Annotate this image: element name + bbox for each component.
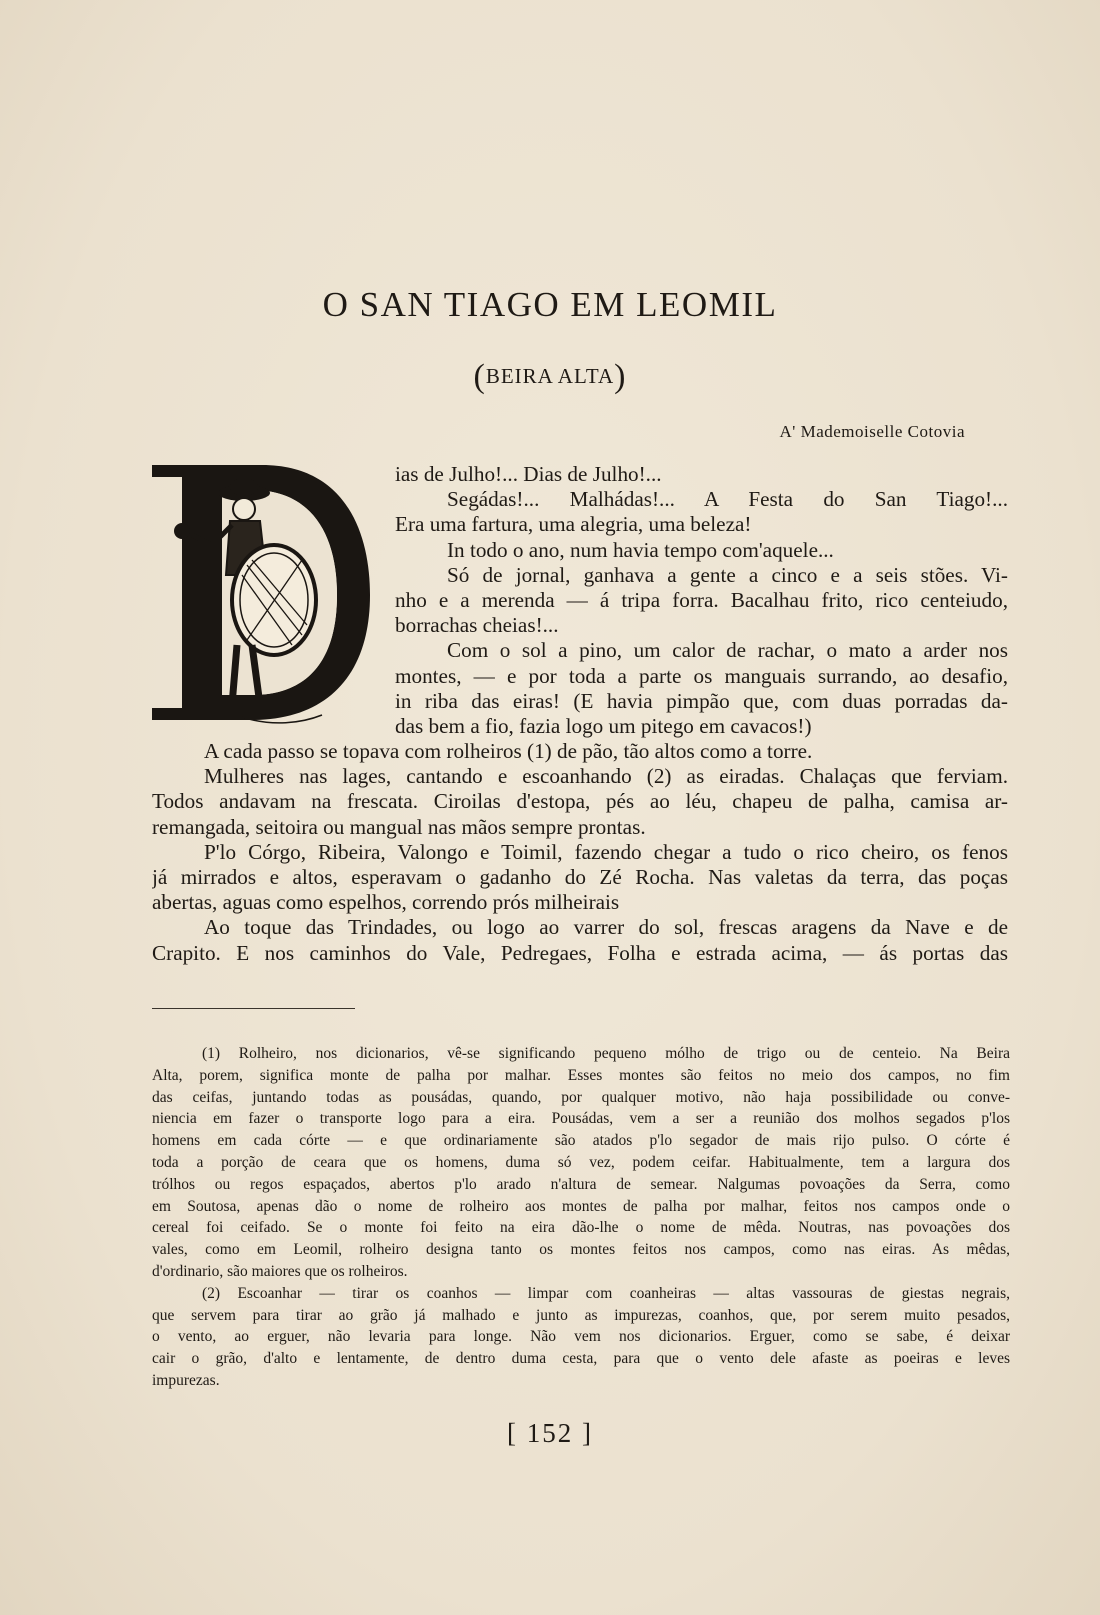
footnote-line-text: cereal foi ceifado. Se o monte foi feito na eira dão-lhe o nome de mêda. Noutras, nas povoações dos: [152, 1219, 1010, 1237]
body-line-text: ias de Julho!... Dias de Julho!...: [395, 462, 662, 486]
footnote-line: [152, 1152, 1010, 1174]
footnote-line-text: (1) Rolheiro, nos dicionarios, vê-se significando pequeno mólho de trigo ou de centeio. Na Beira: [202, 1045, 1010, 1062]
footnote-line: [152, 1239, 1010, 1261]
body-line-text: Crapito. E nos caminhos do Vale, Pedregaes, Folha e estrada acima, — ás portas das: [152, 940, 1008, 965]
body-line-text: abertas, aguas como espelhos, correndo prós milheirais: [152, 890, 620, 915]
page-number: [ 152 ]: [507, 1418, 593, 1448]
footnote-line-text: em Soutosa, apenas dão o nome de rolheiro aos montes de palha por malhar, feitos nos campos onde o: [152, 1197, 1010, 1215]
footnote-line-text: d'ordinario, são maiores que os rolheiros.: [152, 1262, 408, 1280]
body-line: [152, 487, 1008, 512]
footnote-line: [152, 1043, 1010, 1065]
body-line: [152, 789, 1008, 814]
page-title: O SAN TIAGO EM LEOMIL: [322, 285, 778, 324]
footnote-line: [152, 1348, 1010, 1370]
footnote-line-text: impurezas.: [152, 1371, 220, 1389]
body-line: [152, 714, 1008, 739]
body-line-text: A cada passo se topava com rolheiros (1) de pão, tão altos como a torre.: [204, 739, 813, 764]
footnote-line: [152, 1305, 1010, 1327]
body-line: [152, 915, 1008, 940]
body-line-text: Ao toque das Trindades, ou logo ao varrer do sol, frescas aragens da Nave e de: [204, 915, 1008, 940]
footnote-line: [152, 1108, 1010, 1130]
body-line-text: In todo o ano, num havia tempo com'aquele...: [447, 537, 834, 562]
footnote-line: [152, 1326, 1010, 1348]
footnote-line-text: que servem para tirar ao grão já malhado e junto as impurezas, coanhos, que, por serem muito pesados,: [152, 1306, 1010, 1324]
footnote-line-text: trólhos ou regos espaçados, abertos p'lo arado n'altura de semear. Nalgumas povoações da Serra, como: [152, 1175, 1010, 1193]
footnote-line-text: cair o grão, d'alto e lentamente, de dentro duma cesta, para que o vento dele afaste as poeiras e leves: [152, 1350, 1010, 1368]
footnote-line-text: niencia em fazer o transporte logo para a eira. Pousádas, vem a ser a reunião dos molhos segados p'los: [152, 1110, 1010, 1128]
footnote-line: [152, 1370, 1010, 1392]
body-line: [152, 764, 1008, 789]
footnote-line-text: das ceifas, juntando todas as pousádas, quando, por qualquer motivo, não haja possibilidade ou conve-: [152, 1088, 1010, 1106]
body-line: [152, 664, 1008, 689]
body-line-text: borrachas cheias!...: [395, 613, 559, 638]
footnote-line: [152, 1217, 1010, 1239]
body-line: [152, 840, 1008, 865]
body-line-text: in riba das eiras! (E havia pimpão que, com duas porradas da-: [395, 688, 1008, 713]
subtitle-close-paren: ): [614, 358, 627, 395]
body-line-text: montes, — e por toda a parte os manguais surrando, ao desafio,: [395, 663, 1008, 688]
footnote-line-text: Alta, porem, significa monte de palha por malhar. Esses montes são feitos no meio dos campos, no fim: [152, 1066, 1010, 1084]
footnote-line: [152, 1065, 1010, 1087]
body-line: [152, 538, 1008, 563]
footnote-line-text: homens em cada córte — e que ordinariamente são atados p'lo segador de mais rijo pulso. O córte é: [152, 1132, 1010, 1150]
body-line-text: P'lo Córgo, Ribeira, Valongo e Toimil, fazendo chegar a tudo o rico cheiro, os fenos: [204, 839, 1008, 864]
subtitle-open-paren: (: [473, 358, 486, 395]
dedication: A' Mademoiselle Cotovia: [779, 422, 965, 441]
body-line: [152, 512, 1008, 537]
subtitle: [0, 358, 1100, 396]
footnotes: [152, 1043, 1010, 1392]
body-line: [152, 890, 1008, 915]
body-line: [152, 739, 1008, 764]
body-line-text: já mirrados e altos, esperavam o gadanho do Zé Rocha. Nas valetas da terra, das poças: [152, 865, 1008, 889]
body-line: [152, 613, 1008, 638]
body-line-text: Só de jornal, ganhava a gente a cinco e a seis stões. Vi-: [447, 562, 1008, 587]
body-line: [152, 941, 1008, 966]
body-line-text: Com o sol a pino, um calor de rachar, o mato a arder nos: [447, 638, 1008, 663]
footnote-line: [152, 1261, 1010, 1283]
footnote-line: [152, 1130, 1010, 1152]
footnote-line-text: vales, como em Leomil, rolheiro designa tanto os montes feitos nos campos, como nas eiras. As mêdas,: [152, 1241, 1010, 1259]
body-line-text: Todos andavam na frescata. Ciroilas d'estopa, pés ao léu, chapeu de palha, camisa ar-: [152, 789, 1008, 814]
body-text: [152, 462, 1008, 966]
footnote-line: [152, 1087, 1010, 1109]
footnote-line: [152, 1283, 1010, 1305]
footnote-divider: [152, 1008, 355, 1009]
footnote-line-text: toda a porção de ceara que os homens, duma só vez, podem ceifar. Habitualmente, tem a largura dos: [152, 1153, 1010, 1171]
subtitle-text: BEIRA ALTA: [485, 364, 615, 388]
body-line: [152, 865, 1008, 890]
footnote-line-text: o vento, ao erguer, não levaria para longe. Não vem nos dicionarios. Erguer, como se sabe, é deixar: [152, 1328, 1010, 1346]
body-line: [152, 588, 1008, 613]
body-line: [152, 462, 1008, 487]
footnote-line-text: (2) Escoanhar — tirar os coanhos — limpar com coanheiras — altas vassouras de giestas negrais,: [202, 1284, 1010, 1302]
body-line-text: das bem a fio, fazia logo um pitego em cavacos!): [395, 713, 812, 738]
body-line: [152, 563, 1008, 588]
footnote-line: [152, 1174, 1010, 1196]
footnote-line: [152, 1196, 1010, 1218]
body-line: [152, 689, 1008, 714]
body-line-text: Era uma fartura, uma alegria, uma beleza!: [395, 512, 752, 537]
body-line-text: remangada, seitoira ou mangual nas mãos sempre prontas.: [152, 814, 646, 839]
body-line-text: Segádas!... Malhádas!... A Festa do San Tiago!...: [447, 487, 1008, 512]
body-line-text: Mulheres nas lages, cantando e escoanhando (2) as eiradas. Chalaças que ferviam.: [204, 764, 1008, 789]
body-line-text: nho e a merenda — á tripa forra. Bacalhau frito, rico centeiudo,: [395, 587, 1008, 612]
body-line: [152, 815, 1008, 840]
body-line: [152, 638, 1008, 663]
